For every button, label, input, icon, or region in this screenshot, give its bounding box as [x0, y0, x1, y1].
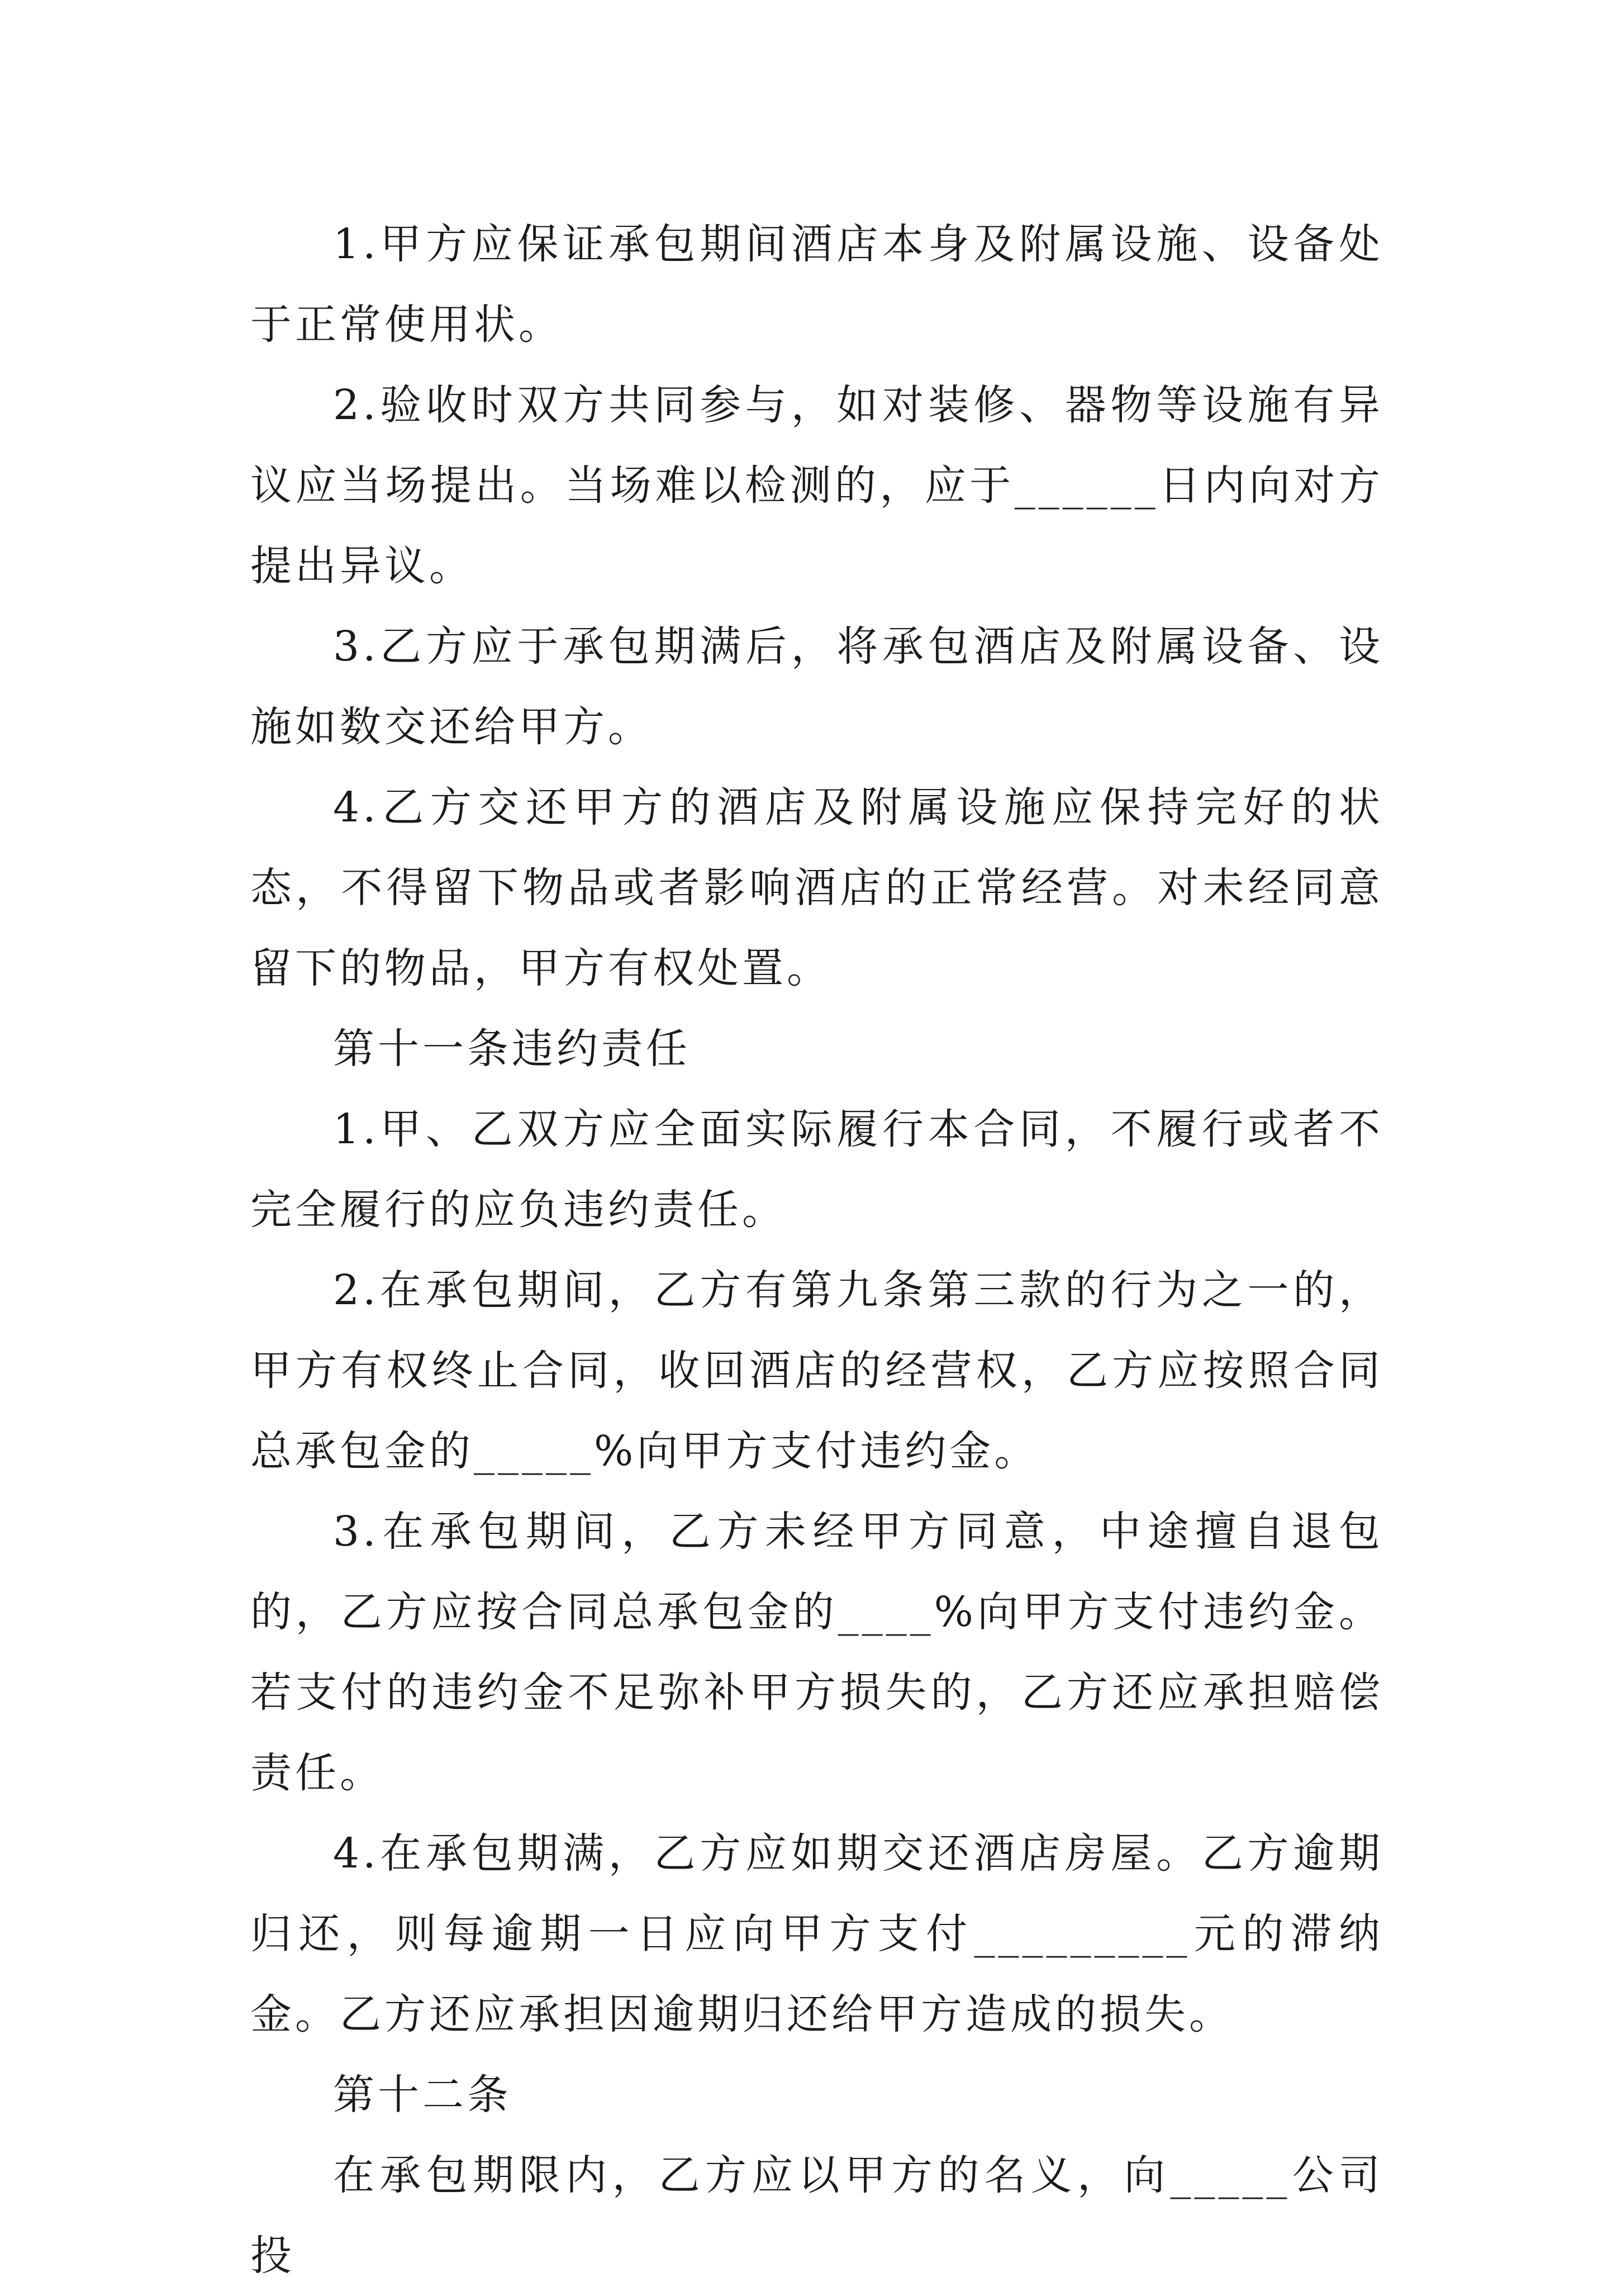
article-12-heading: 第十二条 — [333, 2071, 512, 2119]
paragraph-withdrawal-penalty: 3.在承包期间，乙方未经甲方同意，中途擅自退包的，乙方应按合同总承包金的____%向甲方支付违约金。若支付的违约金不足弥补甲方损失的，乙方还应承担赔偿责任。 — [250, 1508, 1383, 1797]
paragraph-late-return-fee: 4.在承包期满，乙方应如期交还酒店房屋。乙方逾期归还，则每逾期一日应向甲方支付_________元的滞纳金。乙方还应承担因逾期归还给甲方造成的损失。 — [250, 1829, 1383, 2038]
paragraph-termination-penalty: 2.在承包期间，乙方有第九条第三款的行为之一的，甲方有权终止合同，收回酒店的经营权，乙方应按照合同总承包金的_____%向甲方支付违约金。 — [250, 1266, 1383, 1475]
paragraph-inspection-objection: 2.验收时双方共同参与，如对装修、器物等设施有异议应当场提出。当场难以检测的，应于______日内向对方提出异议。 — [250, 381, 1383, 590]
paragraph-facility-guarantee: 1.甲方应保证承包期间酒店本身及附属设施、设备处于正常使用状。 — [250, 220, 1383, 349]
article-11-heading: 第十一条违约责任 — [333, 1025, 691, 1073]
document-body — [250, 204, 1383, 2296]
paragraph-return-condition: 4.乙方交还甲方的酒店及附属设施应保持完好的状态，不得留下物品或者影响酒店的正常经营。对未经同意留下的物品，甲方有权处置。 — [250, 783, 1383, 992]
paragraph-insurance-clause: 在承包期限内，乙方应以甲方的名义，向_____公司投 — [250, 2151, 1383, 2280]
paragraph-return-on-expiry: 3.乙方应于承包期满后，将承包酒店及附属设备、设施如数交还给甲方。 — [250, 622, 1383, 751]
paragraph-full-performance: 1.甲、乙双方应全面实际履行本合同，不履行或者不完全履行的应负违约责任。 — [250, 1105, 1383, 1234]
